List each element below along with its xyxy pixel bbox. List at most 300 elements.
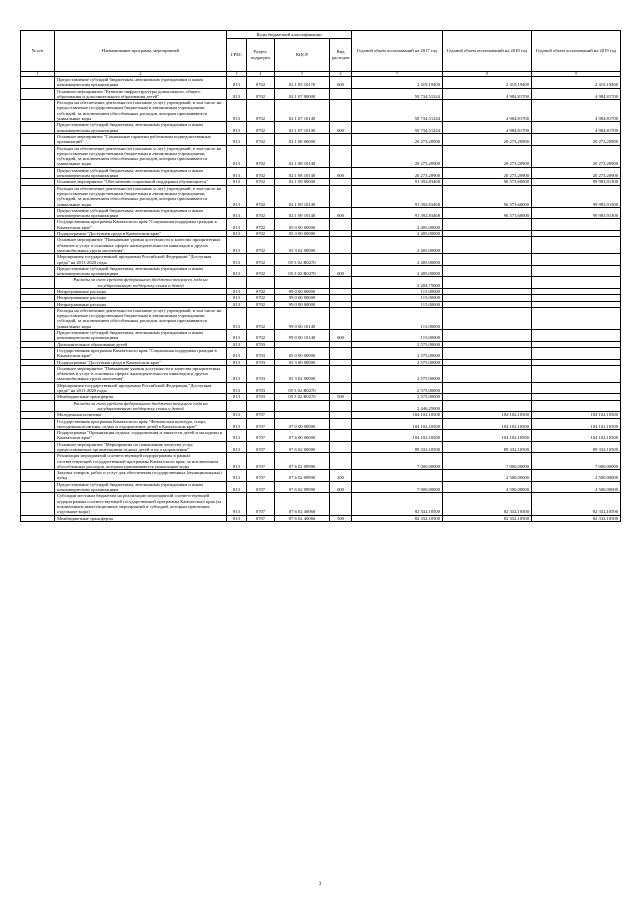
row-razdel-cell: 0707 [247, 430, 275, 442]
row-name-cell: Государственная программа Камчатского края "Социальная поддержка граждан в Камчатском крае" [55, 219, 227, 231]
row-grbs-cell: 813 [227, 167, 247, 179]
row-vid-cell: 600 [330, 122, 352, 134]
row-2017-cell: 115,00000 [352, 307, 443, 329]
row-grbs-cell: 813 [227, 100, 247, 122]
row-2019-cell: 104 102,10500 [532, 430, 621, 442]
row-ktsr-cell: 05 3 00 00000 [275, 359, 330, 365]
row-vid-cell: 600 [330, 77, 352, 89]
row-ktsr-cell: 05 3 02 00000 [275, 365, 330, 382]
row-2018-cell: 104 102,10500 [443, 430, 532, 442]
table-row [21, 133, 621, 145]
row-grbs-cell: 813 [227, 441, 247, 453]
row-2017-cell: 2 575,00000 [352, 359, 443, 365]
row-name-cell: Основное мероприятие "Повышение уровня доступности и качества приоритетных объектов и услуг в основных сферах жизнедеятельности инвалидов и других маломобильных групп населения" [55, 237, 227, 254]
row-num-cell [21, 470, 55, 482]
row-grbs-cell: 813 [227, 307, 247, 329]
row-name-cell: Предоставление субсидий бюджетным, автономным учреждениям и иным некоммерческим организациям [55, 122, 227, 134]
row-2017-cell: 50 734,51244 [352, 122, 443, 134]
row-ktsr-cell: 07 0 00 00000 [275, 418, 330, 430]
row-ktsr-cell: 02 1 07 10140 [275, 100, 330, 122]
row-num-cell [21, 277, 55, 289]
row-razdel-cell [247, 277, 275, 289]
row-2017-cell: 2 405,00000 [352, 254, 443, 266]
row-name-cell: Предоставление субсидий бюджетным, автономным учреждениям и иным некоммерческим организациям [55, 265, 227, 277]
column-index-cell: 7 [352, 72, 443, 77]
row-2019-cell [532, 219, 621, 231]
row-vid-cell [330, 430, 352, 442]
row-2017-cell: 2 575,00000 [352, 365, 443, 382]
row-vid-cell [330, 277, 352, 289]
row-razdel-cell: 0707 [247, 412, 275, 418]
row-num-cell [21, 122, 55, 134]
row-grbs-cell: 813 [227, 219, 247, 231]
row-vid-cell [330, 185, 352, 207]
table-row [21, 418, 621, 430]
row-num-cell [21, 400, 55, 412]
row-2019-cell [532, 307, 621, 329]
row-razdel-cell: 0702 [247, 301, 275, 307]
row-razdel-cell: 0702 [247, 237, 275, 254]
row-razdel-cell: 0702 [247, 185, 275, 207]
row-name-cell: Расходы на обеспечение деятельности (оказание услуг) учреждений, в том числе на предоставление государственным бюджетным и автономным учреждениям субсидий, за исключением обособленных расходов, которым присваиваются уникальные коды [55, 145, 227, 167]
row-razdel-cell: 0707 [247, 470, 275, 482]
row-2019-cell [532, 400, 621, 412]
row-name-cell: Государственная программа Камчатского края "Физическая культура, спорт, молодежная политика, отдых и оздоровление детей в Камчатском крае" [55, 418, 227, 430]
row-grbs-cell: 813 [227, 133, 247, 145]
row-ktsr-cell: 07 6 02 00000 [275, 441, 330, 453]
row-2018-cell: 20 273,20900 [443, 167, 532, 179]
header-2019: Годовой объем ассигнований на 2019 год [532, 31, 621, 72]
row-name-cell: Основное мероприятие "Мероприятия по повышению качества услуг, предоставляемых организациями отдыха детей и их оздоровления" [55, 441, 227, 453]
row-2019-cell: 104 102,10500 [532, 412, 621, 418]
row-2018-cell [443, 265, 532, 277]
header-num: № п/п [21, 31, 55, 72]
row-2019-cell: 99 983,91300 [532, 207, 621, 219]
row-name-cell: Расходы на обеспечение деятельности (оказание услуг) учреждений, в том числе на предоставление государственным бюджетным и автономным учреждениям субсидий, за исключением обособленных расходов, которым присваиваются уникальные коды [55, 100, 227, 122]
row-num-cell [21, 493, 55, 515]
row-2017-cell: 2 575,00000 [352, 382, 443, 394]
header-2018: Годовой объем ассигнований на 2018 год [443, 31, 532, 72]
budget-table [20, 30, 621, 522]
row-razdel-cell: 0703 [247, 347, 275, 359]
row-razdel-cell: 0702 [247, 254, 275, 266]
row-ktsr-cell: 05 3 02 R0270 [275, 382, 330, 394]
row-num-cell [21, 237, 55, 254]
row-razdel-cell: 0702 [247, 265, 275, 277]
row-2018-cell: 4 984,81700 [443, 122, 532, 134]
row-ktsr-cell: 07 6 02 40060 [275, 515, 330, 521]
page-number: 3 [318, 882, 322, 887]
row-razdel-cell: 0703 [247, 394, 275, 400]
row-2017-cell: 104 102,10500 [352, 430, 443, 442]
row-2017-cell: 2 405,00000 [352, 219, 443, 231]
table-row [21, 365, 621, 382]
row-vid-cell [330, 493, 352, 515]
row-grbs-cell: 813 [227, 481, 247, 493]
table-row [21, 100, 621, 122]
row-2018-cell: 96 573,60000 [443, 207, 532, 219]
row-2019-cell [532, 330, 621, 342]
row-vid-cell [330, 100, 352, 122]
row-grbs-cell: 813 [227, 515, 247, 521]
row-vid-cell: 600 [330, 330, 352, 342]
row-vid-cell [330, 237, 352, 254]
row-name-cell: Молодежная политика [55, 412, 227, 418]
row-2018-cell [443, 254, 532, 266]
row-ktsr-cell: 05 3 02 R0270 [275, 394, 330, 400]
row-2019-cell: 89 332,10500 [532, 441, 621, 453]
row-num-cell [21, 481, 55, 493]
row-name-cell: Основное мероприятие "Социальные гарантии работникам подведомственных организаций" [55, 133, 227, 145]
row-grbs-cell: 813 [227, 295, 247, 301]
row-ktsr-cell: 99 0 00 00000 [275, 301, 330, 307]
row-2018-cell: 82 332,10500 [443, 515, 532, 521]
document-page [20, 30, 620, 522]
row-2017-cell: 104 102,10500 [352, 418, 443, 430]
row-2017-cell: 2 405,00000 [352, 265, 443, 277]
row-grbs-cell: 813 [227, 179, 247, 185]
row-2017-cell: 20 273,20900 [352, 167, 443, 179]
column-index-cell: 6 [330, 72, 352, 77]
table-row [21, 77, 621, 89]
row-name-cell: Основное мероприятие "Повышение уровня доступности и качества приоритетных объектов и услуг в основных сферах жизнедеятельности инвалидов и других маломобильных групп населения" [55, 365, 227, 382]
row-vid-cell [330, 133, 352, 145]
row-razdel-cell: 0703 [247, 341, 275, 347]
row-2018-cell: 2 419,19400 [443, 77, 532, 89]
row-grbs-cell: 813 [227, 359, 247, 365]
row-2017-cell: 115,00000 [352, 288, 443, 294]
row-2018-cell [443, 237, 532, 254]
row-num-cell [21, 307, 55, 329]
row-name-cell: Государственная программа Камчатского края "Социальная поддержка граждан в Камчатском крае" [55, 347, 227, 359]
row-ktsr-cell: 02 1 07 10140 [275, 122, 330, 134]
row-num-cell [21, 430, 55, 442]
row-vid-cell [330, 400, 352, 412]
row-ktsr-cell: 02 1 09 10140 [275, 207, 330, 219]
row-num-cell [21, 133, 55, 145]
row-ktsr-cell: 02 1 05 10170 [275, 77, 330, 89]
header-ktsr: КЦСР [275, 39, 330, 72]
table-row [21, 347, 621, 359]
row-2019-cell [532, 365, 621, 382]
row-2017-cell: 104 102,10500 [352, 412, 443, 418]
row-razdel-cell: 0702 [247, 167, 275, 179]
row-vid-cell: 200 [330, 470, 352, 482]
table-row [21, 237, 621, 254]
row-name-cell: Расходы за счет средств федерального бюджета текущего года на государственную поддержку семьи и детей [55, 277, 227, 289]
row-2019-cell: 99 983,91300 [532, 185, 621, 207]
row-name-cell: Расходы на обеспечение деятельности (оказание услуг) учреждений, в том числе на предоставление государственным бюджетным и автономным учреждениям субсидий, за исключением обособленных расходов, которым присваиваются уникальные коды [55, 185, 227, 207]
row-grbs-cell: 813 [227, 493, 247, 515]
header-classification: Коды бюджетной классификации [227, 31, 352, 39]
row-num-cell [21, 347, 55, 359]
row-2017-cell: 115,00000 [352, 295, 443, 301]
row-name-cell: Субсидии местным бюджетам на реализацию мероприятий соответствующей подпрограммы соответствующей государственной программы Камчатского края (за исключением инвестиционных мероприятий и субсидий, которым присвоены отдельные коды) [55, 493, 227, 515]
row-2017-cell: 50 734,51244 [352, 100, 443, 122]
row-name-cell: Расходы на обеспечение деятельности (оказание услуг) учреждений, в том числе на предоставление государственным бюджетным и автономным учреждениям субсидий, за исключением обособленных расходов, которым присваиваются уникальные коды [55, 307, 227, 329]
row-grbs-cell: 813 [227, 330, 247, 342]
row-name-cell: Подпрограмма "Организация отдыха, оздоровления и занятости детей и молодежи в Камчатском крае" [55, 430, 227, 442]
row-2018-cell: 4 984,81700 [443, 88, 532, 100]
row-name-cell: Основное мероприятие "Обеспечение социальной поддержки обучающихся" [55, 179, 227, 185]
row-razdel-cell: 0707 [247, 481, 275, 493]
row-vid-cell [330, 145, 352, 167]
row-razdel-cell: 0702 [247, 288, 275, 294]
row-grbs-cell: 813 [227, 207, 247, 219]
row-2019-cell: 4 984,81700 [532, 122, 621, 134]
row-2017-cell: 2 419,19400 [352, 77, 443, 89]
row-num-cell [21, 185, 55, 207]
row-razdel-cell: 0703 [247, 382, 275, 394]
row-ktsr-cell: 02 1 07 00000 [275, 88, 330, 100]
row-grbs-cell [227, 277, 247, 289]
row-2018-cell [443, 330, 532, 342]
row-name-cell: Межбюджетные трансферты [55, 394, 227, 400]
row-2017-cell: 50 734,51244 [352, 88, 443, 100]
row-2018-cell: 82 332,10500 [443, 493, 532, 515]
row-vid-cell: 600 [330, 207, 352, 219]
row-2017-cell: 82 332,10500 [352, 515, 443, 521]
row-grbs-cell: 813 [227, 301, 247, 307]
row-grbs-cell: 813 [227, 394, 247, 400]
row-grbs-cell [227, 400, 247, 412]
row-2018-cell: 7 000,00000 [443, 453, 532, 470]
column-index-cell: 4 [247, 72, 275, 77]
row-num-cell [21, 365, 55, 382]
table-row [21, 307, 621, 329]
row-ktsr-cell: 99 0 00 10140 [275, 330, 330, 342]
row-razdel-cell: 0702 [247, 100, 275, 122]
row-vid-cell [330, 382, 352, 394]
row-name-cell: Дополнительное образование детей [55, 341, 227, 347]
row-ktsr-cell: 05 3 02 R0270 [275, 265, 330, 277]
row-2019-cell: 7 000,00000 [532, 453, 621, 470]
table-row [21, 330, 621, 342]
row-name-cell: Межбюджетные трансферты [55, 515, 227, 521]
row-name-cell: Подпрограмма "Доступная среда в Камчатском крае" [55, 231, 227, 237]
row-ktsr-cell: 05 0 00 00000 [275, 219, 330, 231]
row-num-cell [21, 254, 55, 266]
row-2017-cell: 2 405,00000 [352, 237, 443, 254]
column-index-cell: 3 [227, 72, 247, 77]
row-razdel-cell: 0707 [247, 453, 275, 470]
column-index-cell: 5 [275, 72, 330, 77]
row-ktsr-cell: 07 6 02 09990 [275, 453, 330, 470]
row-2018-cell: 20 273,20900 [443, 133, 532, 145]
row-grbs-cell: 813 [227, 231, 247, 237]
row-grbs-cell: 813 [227, 185, 247, 207]
row-2019-cell: 4 500,00000 [532, 481, 621, 493]
row-2017-cell: 115,00000 [352, 301, 443, 307]
row-2017-cell: 91 392,83468 [352, 185, 443, 207]
column-index-cell: 8 [443, 72, 532, 77]
row-2017-cell: 7 000,00000 [352, 453, 443, 470]
row-name-cell: Предоставление субсидий бюджетным, автономным учреждениям и иным некоммерческим организациям [55, 167, 227, 179]
table-row [21, 277, 621, 289]
row-razdel-cell: 0707 [247, 418, 275, 430]
row-vid-cell [330, 418, 352, 430]
table-row [21, 430, 621, 442]
row-2018-cell [443, 365, 532, 382]
row-grbs-cell: 813 [227, 418, 247, 430]
row-razdel-cell: 0702 [247, 207, 275, 219]
row-name-cell: Предоставление субсидий бюджетным, автономным учреждениям и иным некоммерческим организациям [55, 481, 227, 493]
row-2019-cell: 20 273,20900 [532, 145, 621, 167]
row-razdel-cell: 0702 [247, 231, 275, 237]
row-vid-cell [330, 365, 352, 382]
row-2019-cell: 2 419,19400 [532, 77, 621, 89]
row-2019-cell [532, 277, 621, 289]
row-2017-cell: 2 405,00000 [352, 231, 443, 237]
table-row [21, 515, 621, 521]
row-2017-cell: 2 575,00000 [352, 347, 443, 359]
row-grbs-cell: 813 [227, 453, 247, 470]
row-num-cell [21, 77, 55, 89]
row-ktsr-cell: 99 0 00 10140 [275, 307, 330, 329]
row-razdel-cell: 0702 [247, 145, 275, 167]
row-grbs-cell: 813 [227, 347, 247, 359]
row-num-cell [21, 219, 55, 231]
row-num-cell [21, 418, 55, 430]
header-razdel: Раздел, подраздел [247, 39, 275, 72]
row-num-cell [21, 145, 55, 167]
row-name-cell: Мероприятия государственной программы Российской Федерации "Доступная среда" на 2011-2020 годы [55, 254, 227, 266]
table-body [21, 77, 621, 522]
row-ktsr-cell: 99 0 00 00000 [275, 295, 330, 301]
row-grbs-cell: 813 [227, 237, 247, 254]
table-row [21, 493, 621, 515]
header-grbs: ГРБС [227, 39, 247, 72]
header-name: Наименование программ, мероприятий [55, 31, 227, 72]
row-ktsr-cell: 02 1 08 00000 [275, 133, 330, 145]
row-razdel-cell: 0707 [247, 515, 275, 521]
row-razdel-cell: 0703 [247, 365, 275, 382]
row-ktsr-cell: 02 1 08 10140 [275, 167, 330, 179]
row-2018-cell: 96 573,60000 [443, 185, 532, 207]
row-2019-cell: 104 102,10500 [532, 418, 621, 430]
row-vid-cell [330, 88, 352, 100]
row-razdel-cell: 0707 [247, 493, 275, 515]
row-2017-cell: 2 575,00000 [352, 394, 443, 400]
row-razdel-cell: 0702 [247, 77, 275, 89]
row-razdel-cell: 0702 [247, 133, 275, 145]
row-2017-cell: 2 575,00000 [352, 341, 443, 347]
row-num-cell [21, 88, 55, 100]
row-2018-cell: 104 102,10500 [443, 412, 532, 418]
row-2018-cell: 4 500,00000 [443, 481, 532, 493]
row-vid-cell: 500 [330, 394, 352, 400]
row-vid-cell [330, 254, 352, 266]
row-grbs-cell: 813 [227, 288, 247, 294]
row-grbs-cell: 813 [227, 145, 247, 167]
row-vid-cell: 600 [330, 167, 352, 179]
row-2017-cell: 91 392,83468 [352, 207, 443, 219]
row-2019-cell: 20 273,20900 [532, 167, 621, 179]
column-index-cell: 9 [532, 72, 621, 77]
table-row [21, 441, 621, 453]
row-2017-cell: 82 332,10500 [352, 493, 443, 515]
row-2017-cell: 20 273,20900 [352, 145, 443, 167]
row-2018-cell: 89 332,10500 [443, 441, 532, 453]
row-name-cell: Предоставление субсидий бюджетным, автономным учреждениям и иным некоммерческим организациям [55, 207, 227, 219]
row-2019-cell [532, 347, 621, 359]
row-2019-cell: 99 983,91300 [532, 179, 621, 185]
table-row [21, 122, 621, 134]
table-row [21, 88, 621, 100]
row-2018-cell [443, 307, 532, 329]
row-ktsr-cell: 02 1 09 00000 [275, 179, 330, 185]
row-name-cell: Расходы за счет средств федерального бюджета текущего года на государственную поддержку семьи и детей [55, 400, 227, 412]
table-row [21, 400, 621, 412]
header-2017: Годовой объем ассигнований на 2017 год [352, 31, 443, 72]
row-grbs-cell: 813 [227, 341, 247, 347]
table-row [21, 470, 621, 482]
row-name-cell: Закупка товаров, работ и услуг для обеспечения государственных (муниципальных) нужд [55, 470, 227, 482]
row-razdel-cell: 0702 [247, 122, 275, 134]
row-name-cell: Основное мероприятие "Развитие инфраструктуры дошкольного, общего образования и дополнительного образования детей" [55, 88, 227, 100]
row-ktsr-cell: 07 6 02 09990 [275, 470, 330, 482]
row-2019-cell [532, 254, 621, 266]
table-row [21, 145, 621, 167]
row-razdel-cell: 0702 [247, 219, 275, 231]
row-grbs-cell: 813 [227, 122, 247, 134]
row-num-cell [21, 100, 55, 122]
row-2017-cell: 7 000,00000 [352, 481, 443, 493]
row-razdel-cell [247, 400, 275, 412]
row-grbs-cell: 813 [227, 88, 247, 100]
row-grbs-cell: 813 [227, 254, 247, 266]
table-row [21, 185, 621, 207]
row-name-cell: Предоставление субсидий бюджетным, автономным учреждениям и иным некоммерческим организациям [55, 330, 227, 342]
row-num-cell [21, 207, 55, 219]
column-index-cell: 2 [55, 72, 227, 77]
row-name-cell: Непрограммные расходы [55, 288, 227, 294]
row-ktsr-cell: 02 1 09 10140 [275, 185, 330, 207]
row-vid-cell [330, 453, 352, 470]
row-name-cell: Мероприятия государственной программы Российской Федерации "Доступная среда" на 2011-2020 годы [55, 382, 227, 394]
row-2019-cell: 4 984,81700 [532, 100, 621, 122]
row-2017-cell: 89 332,10500 [352, 441, 443, 453]
header-vid: Вид расходов [330, 39, 352, 72]
row-ktsr-cell: 07 6 00 00000 [275, 430, 330, 442]
table-row [21, 453, 621, 470]
row-2017-cell [352, 470, 443, 482]
row-grbs-cell: 813 [227, 470, 247, 482]
row-vid-cell [330, 347, 352, 359]
row-2017-cell: 115,00000 [352, 330, 443, 342]
row-num-cell [21, 382, 55, 394]
row-num-cell [21, 265, 55, 277]
table-row [21, 265, 621, 277]
row-2018-cell: 20 273,20900 [443, 145, 532, 167]
row-razdel-cell: 0703 [247, 359, 275, 365]
row-2018-cell: 4 984,81700 [443, 100, 532, 122]
row-2017-cell: 20 273,20900 [352, 133, 443, 145]
table-row [21, 167, 621, 179]
row-vid-cell: 600 [330, 481, 352, 493]
row-2019-cell [532, 265, 621, 277]
row-grbs-cell: 813 [227, 365, 247, 382]
row-razdel-cell: 0702 [247, 307, 275, 329]
row-name-cell: Предоставление субсидий бюджетным, автономным учреждениям и иным некоммерческим организациям [55, 77, 227, 89]
row-name-cell: Подпрограмма "Доступная среда в Камчатском крае" [55, 359, 227, 365]
row-ktsr-cell [275, 400, 330, 412]
row-num-cell [21, 441, 55, 453]
row-2018-cell: 96 573,60000 [443, 179, 532, 185]
row-2017-cell: 2 284,75000 [352, 277, 443, 289]
row-grbs-cell: 813 [227, 382, 247, 394]
row-vid-cell: 600 [330, 265, 352, 277]
